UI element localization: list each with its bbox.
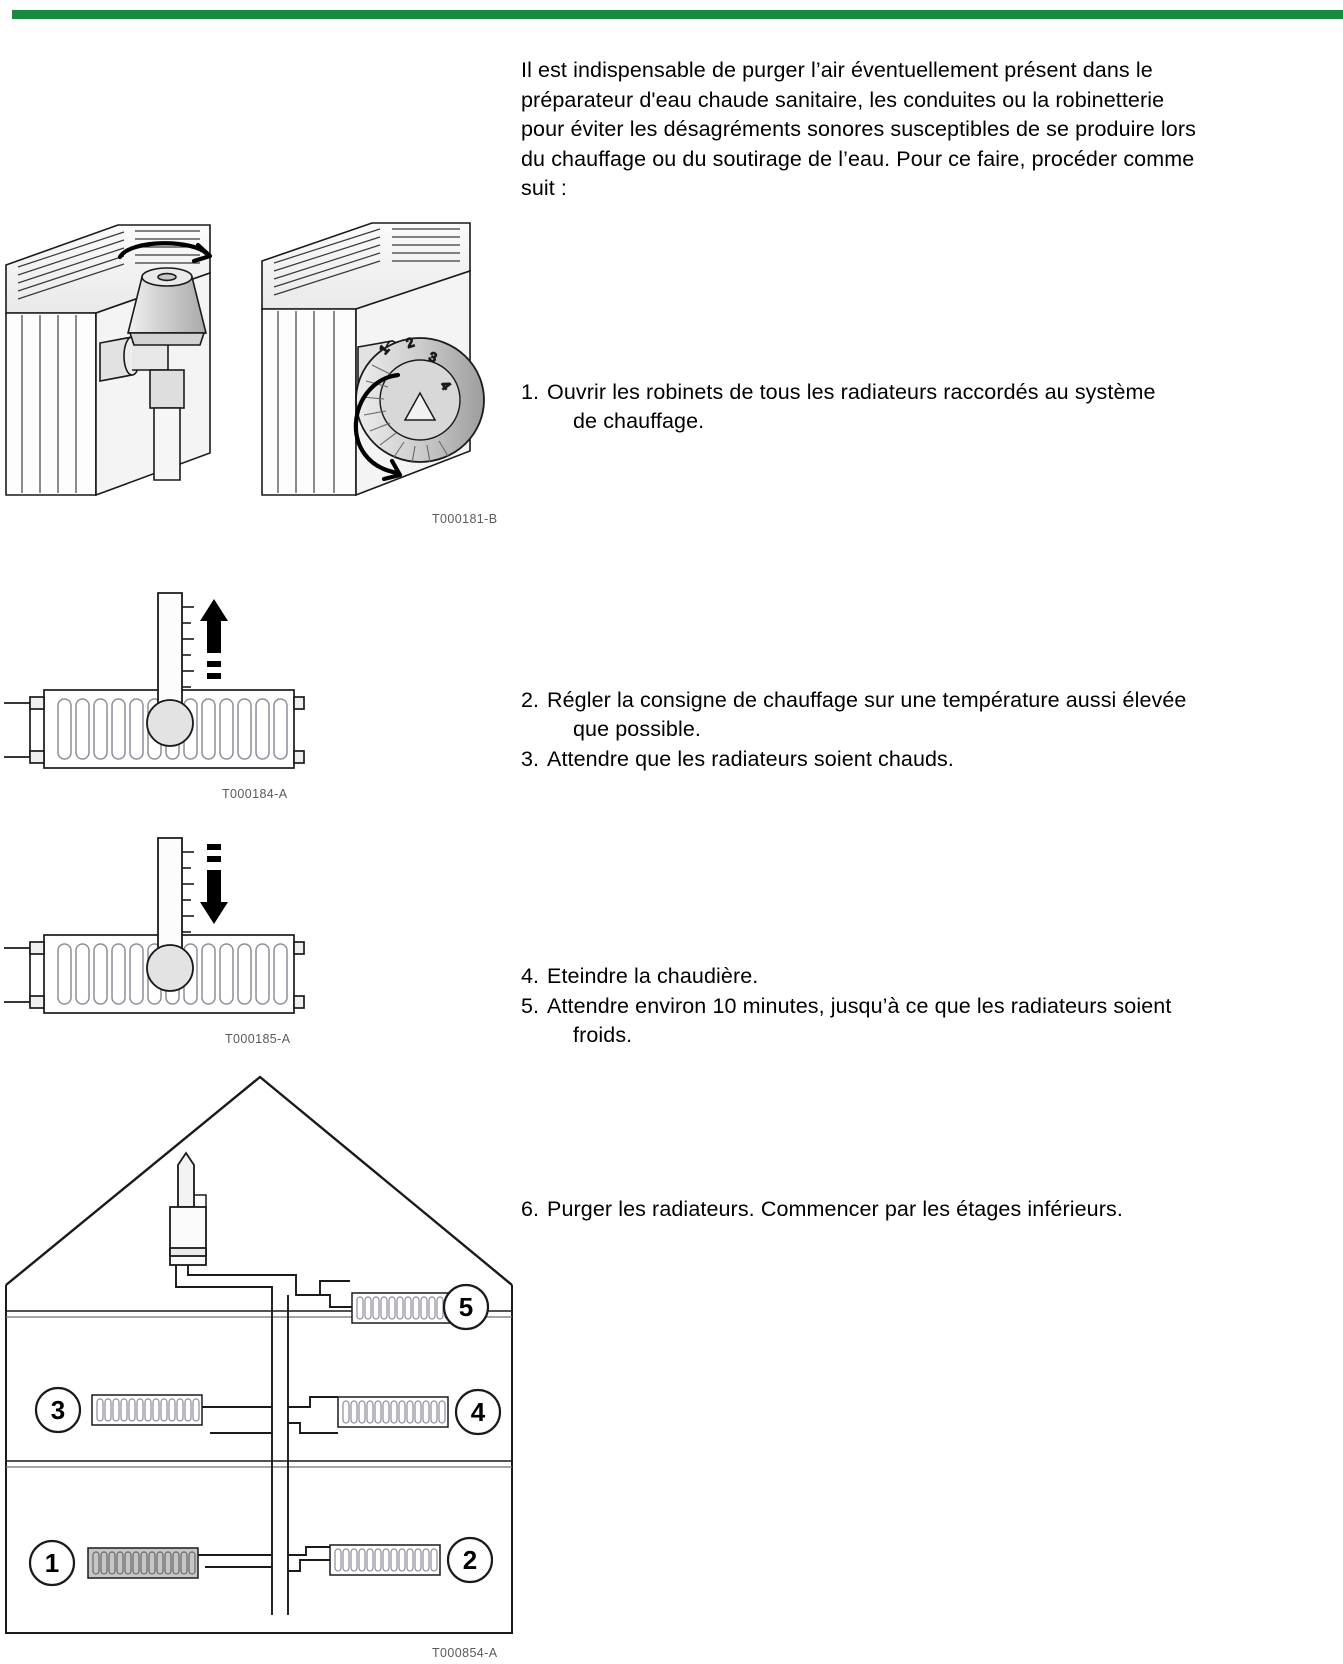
radiator-2	[330, 1545, 440, 1575]
figure-caption-radiator-hot: T000184-A	[222, 787, 288, 801]
callout-label-2: 2	[462, 1545, 478, 1575]
step-item-4	[521, 962, 758, 992]
step-item-1	[521, 378, 1156, 437]
radiator-3	[92, 1395, 202, 1425]
step-text-1-line2: de chauffage.	[573, 409, 705, 433]
thermometer-falling	[147, 838, 194, 991]
header-green-rule	[12, 10, 1343, 19]
figure-house-section	[0, 1055, 520, 1645]
step-number-3: 3.	[521, 746, 540, 771]
step-text-6-line1: Purger les radiateurs. Commencer par les étages inférieurs.	[547, 1196, 1123, 1221]
scale-label-2: 2	[404, 334, 416, 351]
step-item-6	[521, 1195, 1123, 1225]
figure-radiator-hot	[0, 585, 330, 785]
step-text-1-line1: Ouvrir les robinets de tous les radiateurs raccordés au système	[547, 379, 1156, 404]
step-text-2-line2: que possible.	[573, 717, 702, 741]
step-number-4: 4.	[521, 963, 540, 988]
step-number-5: 5.	[521, 993, 540, 1018]
step-item-5	[521, 992, 1171, 1051]
intro-paragraph: Il est indispensable de purger l’air éventuellement présent dans le préparateur d'eau chaude sanitaire, les conduites ou la robinetterie pour éviter les désagréments sonores susceptibles de se produire lors du chauffage ou du soutirage de l’eau. Pour ce faire, procéder comme suit :	[521, 58, 1196, 200]
callout-4	[456, 1390, 500, 1434]
text-column	[521, 56, 1343, 1221]
step-text-5-line2: froids.	[573, 1023, 633, 1047]
scale-label-1: 1	[376, 341, 393, 358]
callout-label-1: 1	[44, 1548, 60, 1578]
radiator-valves-illustration	[0, 215, 510, 515]
figure-radiator-valves	[0, 215, 510, 515]
figure-caption-radiator-cold: T000185-A	[225, 1032, 291, 1046]
radiator-1	[88, 1548, 198, 1578]
step-text-5-line1: Attendre environ 10 minutes, jusqu’à ce que les radiateurs soient	[547, 993, 1172, 1018]
callout-label-5: 5	[458, 1292, 474, 1322]
callout-label-4: 4	[470, 1397, 486, 1427]
scale-label-4: 4	[437, 377, 454, 393]
arrow-down-icon	[200, 844, 228, 924]
step-text-2-line1: Régler la consigne de chauffage sur une température aussi élevée	[547, 687, 1187, 712]
step-text-3-line1: Attendre que les radiateurs soient chauds.	[547, 746, 954, 771]
step-item-2	[521, 686, 1186, 745]
arrow-up-icon	[200, 599, 228, 679]
step-number-1: 1.	[521, 379, 540, 404]
step-text-4-line1: Eteindre la chaudière.	[547, 963, 759, 988]
callout-5	[444, 1285, 488, 1329]
callout-label-3: 3	[50, 1395, 66, 1425]
radiator-hot-illustration	[0, 585, 330, 785]
radiator-cold-illustration	[0, 830, 330, 1030]
boiler	[170, 1153, 206, 1265]
thermometer-rising	[147, 593, 194, 746]
scale-label-3: 3	[426, 348, 439, 366]
step-item-3	[521, 745, 954, 775]
figure-caption-house: T000854-A	[432, 1646, 498, 1660]
house-section-illustration	[0, 1055, 520, 1645]
figure-radiator-cold	[0, 830, 330, 1030]
step-number-2: 2.	[521, 687, 540, 712]
step-number-6: 6.	[521, 1196, 540, 1221]
callout-3	[36, 1388, 80, 1432]
figure-caption-valves: T000181-B	[432, 512, 498, 526]
radiator-4	[338, 1397, 448, 1427]
callout-2	[448, 1538, 492, 1582]
callout-1	[30, 1541, 74, 1585]
